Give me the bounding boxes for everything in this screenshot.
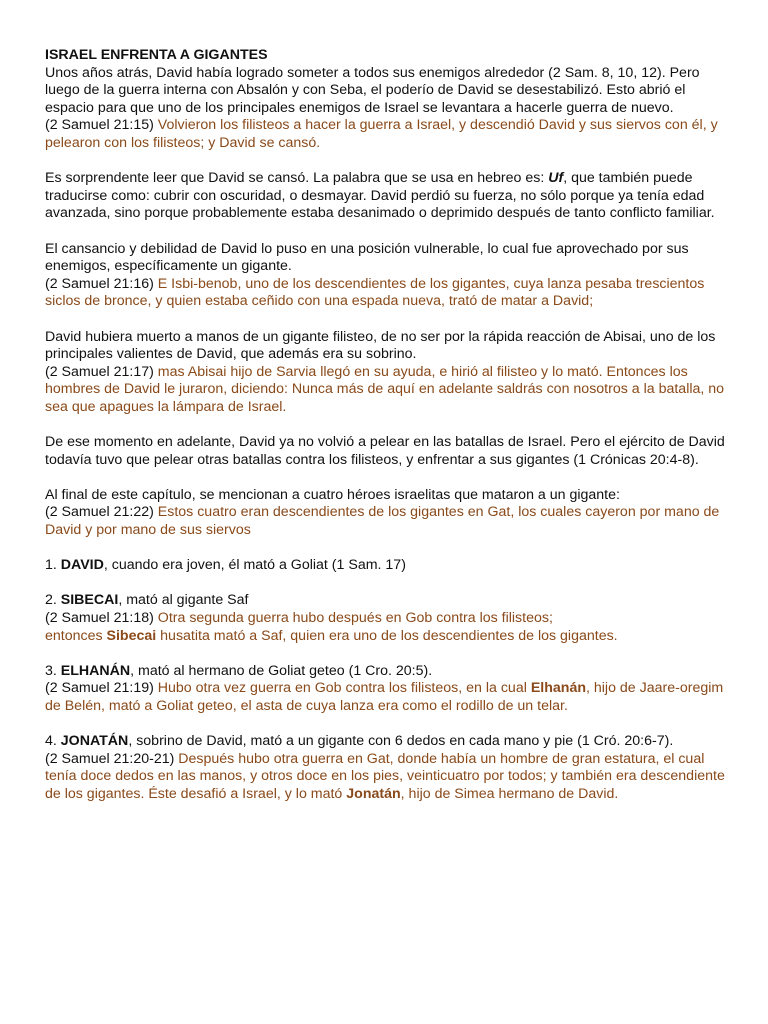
verse-reference: (2 Samuel 21:20-21) (45, 750, 179, 767)
hero-name: DAVID (60, 557, 104, 574)
verse-quote: entonces (45, 627, 107, 644)
verse-quote: Estos cuatro eran descendientes de los gigantes en Gat, los cuales cayeron por mano de David y por mano de sus siervos (45, 504, 720, 539)
item-text: , cuando era joven, él mató a Goliat (1 Sam. 17) (103, 557, 406, 574)
verse-hero-name: Elhanán (530, 680, 586, 697)
paragraph-text: Es sorprendente leer que David se cansó. La palabra que se usa en hebreo es: (45, 170, 549, 187)
paragraph-vulnerable (45, 241, 725, 311)
paragraph-heroes (45, 487, 725, 540)
verse-reference: (2 Samuel 21:19) (45, 680, 158, 697)
hero-name: ELHANÁN (60, 662, 131, 679)
verse-quote: Después hubo otra guerra en Gat, donde había un hombre de gran estatura, el cual tenía doce dedos en las manos, y otros doce en los pies, veinticuatro por todos; y también era descendiente de los gigantes. Éste desafió a Israel, y lo mató (45, 750, 725, 802)
verse-quote: Hubo otra vez guerra en Gob contra los filisteos, en la cual (157, 680, 531, 697)
verse-quote: husatita mató a Saf, quien era uno de los descendientes de los gigantes. (156, 627, 618, 644)
verse-reference: (2 Samuel 21:18) (45, 610, 158, 626)
verse-hero-name: Sibecai (106, 627, 157, 644)
paragraph-text: El cansancio y debilidad de David lo puso en una posición vulnerable, lo cual fue aprovechado por sus enemigos, específicamente un gigante. (45, 240, 689, 275)
verse-reference: (2 Samuel 21:16) (45, 275, 158, 292)
hero-item-elhanan (45, 663, 725, 716)
item-number: 3. (45, 662, 61, 679)
verse-quote: E Isbi-benob, uno de los descendientes de los gigantes, cuya lanza pesaba trescientos siclos de bronce, y quien estaba ceñido con una espada nueva, trató de matar a David; (45, 275, 705, 310)
hero-name: JONATÁN (60, 733, 129, 750)
paragraph-abisai (45, 329, 725, 417)
item-number: 2. (45, 592, 61, 609)
verse-quote: , hijo de Jaare-oregim de Belén, mató a Goliat geteo, el asta de cuya lanza era como el rodillo de un telar. (45, 680, 724, 714)
verse-quote: mas Abisai hijo de Sarvia llegó en su ayuda, e hirió al filisteo y lo mató. Entonces los hombres de David le juraron, diciendo: Nunca más de aquí en adelante saldrás con nosotros a la batalla, no sea que apagues la lámpara de Israel. (45, 363, 725, 415)
item-text: , sobrino de David, mató a un gigante con 6 dedos en cada mano y pie (1 Cró. 20:6-7). (128, 733, 674, 750)
hero-item-jonatan (45, 733, 725, 803)
document-page (45, 47, 725, 821)
paragraph-text: De ese momento en adelante, David ya no volvió a pelear en las batallas de Israel. Pero el ejército de David todavía tuvo que pelear otras batallas contra los filisteos, y enfrentar a sus gigantes (1 Crónicas 20:4-8). (45, 434, 725, 468)
paragraph-text: , que también puede traducirse como: cubrir con oscuridad, o desmayar. David perdió su fuerza, no sólo porque ya tenía edad avanzada, sino porque probablemente estaba desanimado o deprimido después de tanto conflicto familiar. (45, 170, 715, 222)
hero-name: SIBECAI (60, 592, 119, 609)
paragraph-uf (45, 170, 725, 223)
hebrew-word: Uf (548, 170, 564, 187)
item-text: , mató al hermano de Goliat geteo (1 Cro. 20:5). (130, 662, 433, 679)
verse-reference: (2 Samuel 21:22) (45, 504, 158, 521)
paragraph-text: Unos años atrás, David había logrado someter a todos sus enemigos alrededor (2 Sam. 8, 10, 12). Pero luego de la guerra interna con Absalón y con Seba, el poderío de David se desestabilizó. Esto abrió el espacio para que uno de los principales enemigos de Israel se levantara a hacerle guerra de nuevo. (45, 64, 700, 116)
paragraph-battles (45, 434, 725, 469)
document-title: ISRAEL ENFRENTA A GIGANTES (45, 47, 268, 63)
item-text: , mató al gigante Saf (118, 592, 249, 609)
paragraph-text: David hubiera muerto a manos de un gigante filisteo, de no ser por la rápida reacción de Abisai, uno de los principales valientes de David, que además era su sobrino. (45, 328, 716, 363)
hero-item-sibecai (45, 592, 725, 645)
hero-item-david (45, 557, 725, 575)
verse-quote: Otra segunda guerra hubo después en Gob contra los filisteos; (157, 610, 553, 626)
paragraph-intro (45, 65, 725, 153)
item-number: 1. (45, 557, 61, 574)
verse-hero-name: Jonatán (346, 785, 401, 802)
verse-reference: (2 Samuel 21:15) (45, 117, 158, 134)
paragraph-text: Al final de este capítulo, se mencionan a cuatro héroes israelitas que mataron a un gigante: (45, 486, 620, 503)
verse-quote: Volvieron los filisteos a hacer la guerra a Israel, y descendió David y sus siervos con él, y pelearon con los filisteos; y David se cansó. (45, 117, 718, 151)
item-number: 4. (45, 733, 61, 750)
verse-reference: (2 Samuel 21:17) (45, 363, 158, 380)
verse-quote: , hijo de Simea hermano de David. (400, 785, 619, 802)
